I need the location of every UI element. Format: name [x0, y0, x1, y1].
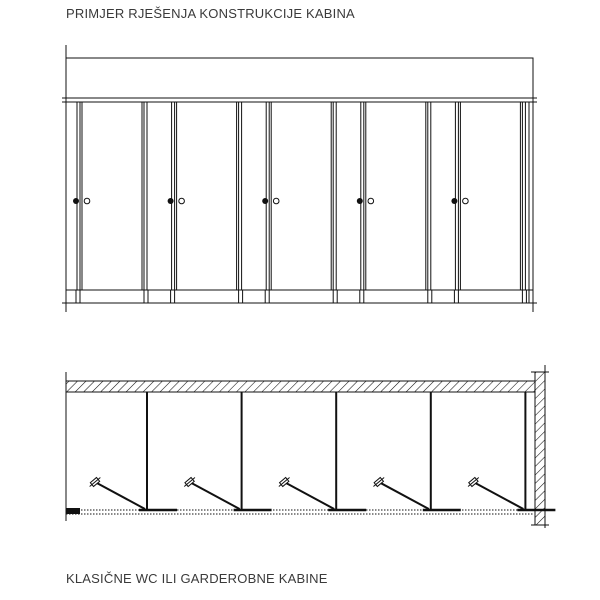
door-handle-symbol-icon	[277, 476, 291, 489]
support-foot	[144, 290, 148, 303]
plan-cabin-2	[183, 392, 272, 510]
door-panel	[271, 102, 331, 290]
door-swing	[284, 482, 334, 509]
door-panel	[366, 102, 426, 290]
drawing-subtitle: KLASIČNE WC ILI GARDEROBNE KABINE	[66, 571, 328, 586]
plan-cabin-3	[277, 392, 366, 510]
plan-view	[66, 365, 555, 528]
door-handle-symbol-icon	[466, 476, 480, 489]
door-lock-icon	[84, 198, 90, 204]
elevation-header-band	[66, 58, 533, 98]
support-foot	[454, 290, 458, 303]
door-panel	[460, 102, 520, 290]
door-swing	[473, 482, 523, 509]
door-handle-icon	[168, 198, 174, 204]
cabin-5	[451, 102, 526, 303]
front-left-cap	[66, 508, 80, 514]
back-wall	[66, 381, 535, 392]
door-handle-symbol-icon	[183, 476, 197, 489]
door-panel	[177, 102, 237, 290]
cabin-4	[357, 102, 432, 303]
door-handle-symbol-icon	[88, 476, 102, 489]
door-swing	[379, 482, 429, 509]
door-lock-icon	[368, 198, 374, 204]
plan-cabin-1	[88, 392, 177, 510]
door-handle-icon	[262, 198, 268, 204]
door-lock-icon	[463, 198, 469, 204]
door-swing	[190, 482, 240, 509]
support-foot	[428, 290, 432, 303]
support-foot	[265, 290, 269, 303]
door-lock-icon	[179, 198, 185, 204]
elevation-view	[62, 45, 537, 312]
door-lock-icon	[273, 198, 279, 204]
door-handle-icon	[357, 198, 363, 204]
support-foot	[76, 290, 80, 303]
support-foot	[171, 290, 175, 303]
door-handle-icon	[451, 198, 457, 204]
support-foot	[522, 290, 526, 303]
door-panel	[82, 102, 142, 290]
door-handle-symbol-icon	[372, 476, 386, 489]
door-handle-icon	[73, 198, 79, 204]
support-foot	[360, 290, 364, 303]
plan-cabin-4	[372, 392, 461, 510]
door-swing	[95, 482, 145, 509]
cabin-1	[73, 102, 148, 303]
support-foot	[333, 290, 337, 303]
cabin-2	[168, 102, 243, 303]
drawing-title: PRIMJER RJEŠENJA KONSTRUKCIJE KABINA	[66, 6, 355, 21]
support-foot	[239, 290, 243, 303]
cabin-3	[262, 102, 337, 303]
side-wall	[535, 372, 545, 525]
